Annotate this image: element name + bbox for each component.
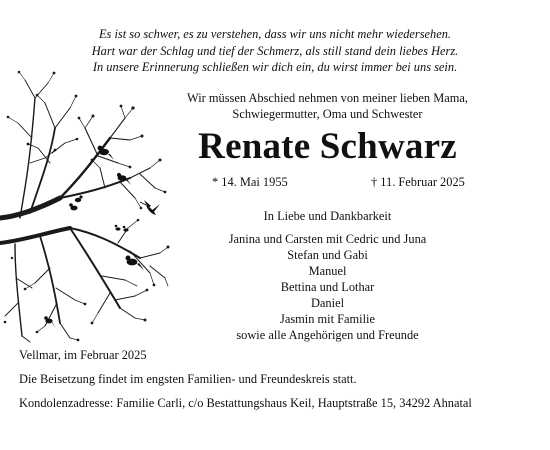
poem-line: In unsere Erinnerung schließen wir dich ein, du wirst immer bei uns sein.: [92, 60, 458, 74]
family-member: Stefan und Gabi: [287, 248, 368, 262]
family-list: [150, 231, 505, 343]
family-member: Jasmin mit Familie: [280, 312, 375, 326]
poem-line: Es ist so schwer, es zu verstehen, dass wir uns nicht mehr wiedersehen.: [98, 27, 452, 41]
mourning-phrase: In Liebe und Dankbarkeit: [263, 209, 392, 223]
announcement-line: Schwiegermutter, Oma und Schwester: [232, 107, 423, 121]
family-member: Janina und Carsten mit Cedric und Juna: [228, 232, 427, 246]
announcement-line: Wir müssen Abschied nehmen von meiner lieben Mama,: [187, 91, 468, 105]
poem-line: Hart war der Schlag und tief der Schmerz, als still stand dein liebes Herz.: [91, 43, 459, 58]
family-member: Daniel: [310, 296, 345, 310]
place-date: Vellmar, im Februar 2025: [19, 348, 147, 362]
family-member: sowie alle Angehörigen und Freunde: [236, 328, 419, 342]
family-member: Manuel: [308, 264, 347, 278]
announcement: [150, 90, 505, 122]
deceased-name: Renate Schwarz: [198, 126, 457, 167]
birth-date: * 14. Mai 1955: [212, 175, 288, 189]
funeral-note: Die Beisetzung findet im engsten Familien- und Freundeskreis statt.: [19, 372, 357, 386]
condolence-address: Kondolenzadresse: Familie Carli, c/o Bestattungshaus Keil, Hauptstraße 15, 34292 Ahnatal: [19, 396, 472, 410]
tree-with-birds-icon: [0, 68, 170, 343]
death-date: † 11. Februar 2025: [371, 175, 465, 189]
family-member: Bettina und Lothar: [280, 280, 375, 294]
